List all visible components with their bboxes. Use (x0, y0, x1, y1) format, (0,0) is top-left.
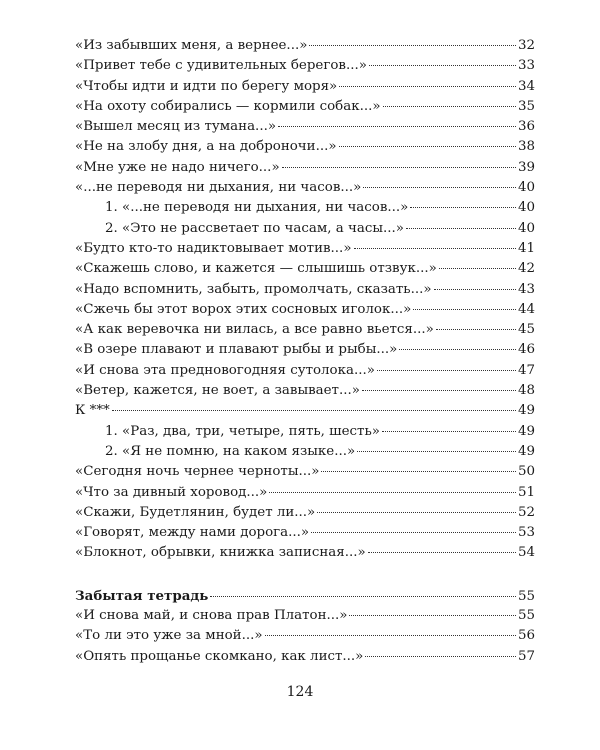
toc-entry-page: 51 (517, 484, 535, 500)
toc-entry-page: 32 (517, 38, 535, 53)
toc-entry[interactable] (75, 219, 535, 239)
toc-entry-page: 53 (517, 525, 535, 541)
toc-entry-title: «Скажи, Будетлянин, будет ли...» (75, 504, 316, 520)
toc-entry-page: 40 (517, 200, 535, 216)
toc-entry-title: «И снова эта предновогодняя сутолока...» (75, 362, 375, 378)
toc-leader-dots (369, 65, 516, 66)
toc-entry-page: 54 (517, 545, 535, 561)
toc-entry-title: «Чтобы идти и идти по берегу моря» (75, 78, 338, 94)
toc-entry[interactable] (75, 77, 535, 97)
toc-leader-dots (112, 410, 516, 411)
toc-leader-dots (434, 289, 516, 290)
toc-entry-title: «И снова май, и снова прав Платон...» (75, 608, 348, 624)
toc-entry-page: 45 (517, 322, 535, 338)
toc-entry-page: 47 (517, 362, 535, 378)
toc-entry-title: «А как веревочка ни вилась, а все равно вьется...» (75, 322, 434, 338)
toc-leader-dots (354, 248, 516, 249)
toc-entry-title: «Скажешь слово, и кажется — слышишь отзвук...» (75, 261, 437, 277)
toc-entry-title: 1. «...не переводя ни дыхания, ни часов...» (105, 200, 409, 216)
toc-entry-title: «В озере плавают и плавают рыбы и рыбы...» (75, 342, 398, 358)
toc-entry-title: 1. «Раз, два, три, четыре, пять, шесть» (105, 423, 380, 439)
toc-entry-page: 43 (517, 281, 535, 297)
toc-entry[interactable] (75, 320, 535, 340)
toc-entry[interactable] (75, 543, 535, 563)
page-number: 124 (286, 684, 314, 700)
toc-entry-title: «Привет тебе с удивительных берегов...» (75, 58, 367, 74)
toc-entry-page: 42 (517, 261, 535, 277)
toc-leader-dots (413, 309, 516, 310)
toc-leader-dots (278, 126, 516, 127)
toc-entry-page: 34 (517, 78, 535, 94)
toc-leader-dots (282, 167, 516, 168)
toc-entry[interactable] (75, 56, 535, 76)
toc-entry[interactable] (75, 422, 535, 442)
toc-entry-title: «Опять прощанье скомкано, как лист...» (75, 648, 364, 664)
toc-entry-title: «Из забывших меня, а вернее...» (75, 38, 308, 53)
toc-entry-title: «Что за дивный хоровод...» (75, 484, 268, 500)
toc-leader-dots (365, 656, 516, 657)
toc-leader-dots (382, 431, 516, 432)
toc-leader-dots (377, 370, 516, 371)
toc-entry-page: 57 (517, 648, 535, 664)
toc-entry[interactable] (75, 483, 535, 503)
toc-leader-dots (363, 187, 516, 188)
toc-entry[interactable] (75, 647, 535, 667)
toc-entry-title: «Будто кто-то надиктовывает мотив...» (75, 240, 352, 256)
toc-entry-page: 50 (517, 464, 535, 480)
toc-entry[interactable] (75, 198, 535, 218)
toc-entry-title: «Вышел месяц из тумана...» (75, 119, 277, 135)
toc-entry-page: 41 (517, 240, 535, 256)
toc-entry-page: 40 (517, 180, 535, 196)
toc-entry-title: «Сегодня ночь чернее черноты...» (75, 464, 320, 480)
toc-entry-title: 2. «Это не рассветает по часам, а часы...» (105, 220, 404, 236)
toc-entry[interactable] (75, 626, 535, 646)
toc-entry-page: 55 (517, 608, 535, 624)
toc-part-1 (75, 36, 535, 564)
toc-entry-page: 40 (517, 220, 535, 236)
toc-entry-title: «То ли это уже за мной...» (75, 628, 263, 644)
toc-entry[interactable] (75, 137, 535, 157)
toc-leader-dots (311, 532, 516, 533)
toc-entry-title: «Не на злобу дня, а на доброночи...» (75, 139, 337, 155)
toc-entry-title: «Мне уже не надо ничего...» (75, 159, 280, 175)
toc-leader-dots (321, 471, 516, 472)
toc-entry[interactable] (75, 340, 535, 360)
toc-leader-dots (436, 329, 516, 330)
toc-entry[interactable] (75, 117, 535, 137)
toc-leader-dots (317, 512, 516, 513)
toc-entry-title: «Говорят, между нами дорога...» (75, 525, 310, 541)
toc-leader-dots (399, 349, 516, 350)
toc-entry-title: «На охоту собирались — кормили собак...» (75, 98, 381, 114)
toc-entry-page: 35 (517, 98, 535, 114)
toc-entry[interactable] (75, 259, 535, 279)
toc-leader-dots (357, 451, 516, 452)
toc-leader-dots (265, 635, 516, 636)
toc-section-title: Забытая тетрадь (75, 587, 209, 604)
toc-entry-title: «Сжечь бы этот ворох этих сосновых иголок...» (75, 301, 412, 317)
toc-leader-dots (439, 268, 516, 269)
toc-entry[interactable] (75, 280, 535, 300)
toc-entry-page: 39 (517, 159, 535, 175)
toc-entry[interactable] (75, 361, 535, 381)
toc-section-heading[interactable] (75, 586, 535, 606)
toc-leader-dots (406, 228, 516, 229)
toc-leader-dots (349, 615, 515, 616)
toc-entry[interactable] (75, 401, 535, 421)
toc-entry[interactable] (75, 442, 535, 462)
table-of-contents (75, 36, 535, 667)
toc-entry[interactable] (75, 381, 535, 401)
toc-entry-title: 2. «Я не помню, на каком языке...» (105, 443, 356, 459)
toc-entry[interactable] (75, 503, 535, 523)
toc-entry[interactable] (75, 178, 535, 198)
toc-entry-page: 52 (517, 504, 535, 520)
toc-leader-dots (210, 596, 516, 597)
toc-leader-dots (339, 86, 516, 87)
toc-section-page: 55 (517, 588, 535, 604)
toc-entry-title: «Блокнот, обрывки, книжка записная...» (75, 545, 366, 561)
toc-entry-page: 56 (517, 628, 535, 644)
toc-entry-page: 36 (517, 119, 535, 135)
section-gap (75, 564, 535, 586)
toc-leader-dots (309, 45, 516, 46)
toc-entry-page: 49 (517, 423, 535, 439)
toc-leader-dots (362, 390, 516, 391)
toc-entry-title: «...не переводя ни дыхания, ни часов...» (75, 180, 362, 196)
toc-leader-dots (269, 492, 516, 493)
toc-entry-page: 49 (517, 443, 535, 459)
toc-entry[interactable] (75, 300, 535, 320)
toc-leader-dots (339, 146, 516, 147)
toc-entry[interactable] (75, 36, 535, 56)
toc-leader-dots (368, 552, 516, 553)
toc-entry[interactable] (75, 97, 535, 117)
toc-entry-page: 38 (517, 139, 535, 155)
toc-entry-page: 46 (517, 342, 535, 358)
toc-entry[interactable] (75, 239, 535, 259)
toc-entry[interactable] (75, 606, 535, 626)
toc-entry[interactable] (75, 523, 535, 543)
toc-entry-title: К *** (75, 403, 110, 419)
toc-entry[interactable] (75, 158, 535, 178)
toc-entry-page: 33 (517, 58, 535, 74)
toc-entry-page: 44 (517, 301, 535, 317)
toc-entry-page: 49 (517, 403, 535, 419)
toc-entry[interactable] (75, 462, 535, 482)
toc-part-2 (75, 606, 535, 667)
toc-leader-dots (383, 106, 516, 107)
toc-entry-title: «Ветер, кажется, не воет, а завывает...» (75, 383, 360, 399)
toc-entry-page: 48 (517, 383, 535, 399)
toc-entry-title: «Надо вспомнить, забыть, промолчать, сказать...» (75, 281, 432, 297)
toc-leader-dots (410, 207, 516, 208)
